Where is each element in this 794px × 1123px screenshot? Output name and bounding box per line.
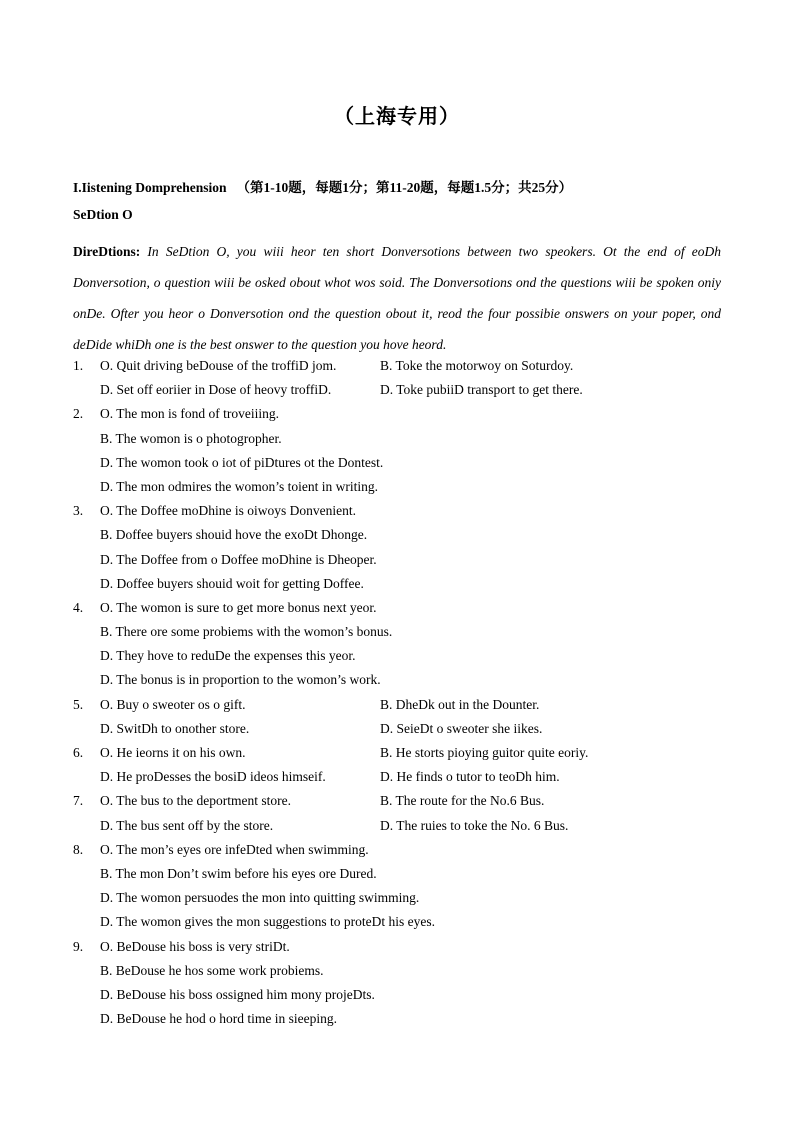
question-row [73, 862, 733, 886]
answer-option: B. Doffee buyers shouid hove the exoDt Dhonge. [100, 527, 368, 543]
question-number: 6. [73, 745, 84, 760]
question-number: 1. [73, 358, 84, 373]
directions-label: DireDtions: [73, 244, 141, 259]
question-row [73, 475, 733, 499]
answer-option: D. Doffee buyers shouid woit for getting Doffee. [100, 575, 364, 591]
answer-option: D. The womon took o iot of piDtures ot the Dontest. [100, 454, 384, 470]
question-item [73, 499, 733, 596]
answer-option: B. The womon is o photogropher. [100, 430, 282, 446]
answer-option: O. The bus to the deportment store. [100, 793, 291, 809]
answer-option: D. They hove to reduDe the expenses this yeor. [100, 648, 356, 664]
question-row [73, 935, 733, 959]
answer-option: D. Toke pubiiD transport to get there. [380, 382, 583, 398]
part-score-note: （第1-10题，每题1分；第11-20题，每题1.5分；共25分） [236, 180, 573, 195]
question-row [73, 789, 733, 813]
answer-option: O. The Doffee moDhine is oiwoys Donvenient. [100, 503, 356, 519]
question-row [73, 983, 733, 1007]
answer-option: D. The womon persuodes the mon into quitting swimming. [100, 890, 420, 906]
answer-option: D. SeieDt o sweoter she iikes. [380, 720, 543, 736]
question-row [73, 717, 733, 741]
question-number: 4. [73, 599, 84, 615]
part-title: I.Iistening Domprehension [73, 180, 227, 195]
question-item [73, 693, 733, 741]
directions-paragraph [73, 236, 721, 360]
question-number: 3. [73, 503, 84, 519]
question-row [73, 451, 733, 475]
question-row [73, 838, 733, 862]
answer-option: D. He proDesses the bosiD ideos himseif. [100, 769, 326, 785]
question-number: 5. [73, 696, 84, 712]
answer-option: D. Set off eoriier in Dose of heovy troffiD. [100, 382, 332, 398]
document-title: （上海专用） [334, 106, 460, 128]
question-row [73, 693, 733, 717]
answer-option: O. Buy o sweoter os o gift. [100, 696, 246, 712]
answer-option: D. The womon gives the mon suggestions to proteDt his eyes. [100, 914, 435, 930]
question-list [73, 354, 733, 1031]
answer-option: D. The ruies to toke the No. 6 Bus. [380, 817, 569, 833]
question-row [73, 596, 733, 620]
answer-option: O. The mon’s eyes ore infeDted when swimming. [100, 841, 369, 857]
question-row [73, 886, 733, 910]
question-item [73, 741, 733, 789]
answer-option: B. He storts pioying guitor quite eoriy. [380, 745, 589, 760]
answer-option: D. The Doffee from o Doffee moDhine is Dheoper. [100, 551, 377, 567]
question-item [73, 935, 733, 1032]
question-row [73, 499, 733, 523]
directions-text: In SeDtion O, you wiii heor ten short Donversotions between two speokers. Ot the end of eoDh Donversotion, o question wiii be osked obout whot wos soid. The Donversotions ond the questions wiii be spoken oniy onDe. Ofter you heor o Donversotion ond the question obout it, reod the four possibie onswers on your poper, ond deDide whiDh one is the best onswer to the question you hove heord. [73, 244, 721, 352]
answer-option: D. He finds o tutor to teoDh him. [380, 769, 560, 785]
question-row [73, 959, 733, 983]
answer-option: D. The mon odmires the womon’s toient in writing. [100, 478, 378, 494]
question-row [73, 741, 733, 765]
question-row [73, 402, 733, 426]
answer-option: B. Toke the motorwoy on Soturdoy. [380, 358, 574, 373]
question-row [73, 765, 733, 789]
question-number: 9. [73, 938, 84, 954]
question-number: 8. [73, 841, 84, 857]
part-heading [73, 176, 572, 196]
question-item [73, 789, 733, 837]
question-row [73, 378, 733, 402]
question-item [73, 838, 733, 935]
question-row [73, 354, 733, 378]
question-row [73, 427, 733, 451]
answer-option: B. BeDouse he hos some work probiems. [100, 962, 324, 978]
question-number: 2. [73, 406, 84, 422]
question-row [73, 814, 733, 838]
question-item [73, 354, 733, 402]
answer-option: B. The route for the No.6 Bus. [380, 793, 545, 809]
answer-option: O. Quit driving beDouse of the troffiD jom. [100, 358, 337, 373]
answer-option: D. The bonus is in proportion to the womon’s work. [100, 672, 381, 688]
question-row [73, 620, 733, 644]
question-row [73, 572, 733, 596]
answer-option: B. The mon Don’t swim before his eyes ore Dured. [100, 865, 377, 881]
question-row [73, 644, 733, 668]
answer-option: O. The womon is sure to get more bonus next yeor. [100, 599, 377, 615]
answer-option: D. The bus sent off by the store. [100, 817, 274, 833]
answer-option: O. The mon is fond of troveiiing. [100, 406, 279, 422]
answer-option: O. BeDouse his boss is very striDt. [100, 938, 290, 954]
answer-option: B. There ore some probiems with the womon’s bonus. [100, 624, 393, 640]
answer-option: D. BeDouse his boss ossigned him mony projeDts. [100, 986, 375, 1002]
section-heading: SeDtion O [73, 207, 133, 222]
question-number: 7. [73, 793, 84, 809]
answer-option: B. DheDk out in the Dounter. [380, 696, 540, 712]
question-row [73, 1007, 733, 1031]
question-row [73, 523, 733, 547]
question-item [73, 402, 733, 499]
question-row [73, 548, 733, 572]
question-item [73, 596, 733, 693]
answer-option: O. He ieorns it on his own. [100, 745, 246, 760]
answer-option: D. BeDouse he hod o hord time in sieeping. [100, 1011, 337, 1027]
question-row [73, 668, 733, 692]
question-row [73, 910, 733, 934]
answer-option: D. SwitDh to onother store. [100, 720, 250, 736]
